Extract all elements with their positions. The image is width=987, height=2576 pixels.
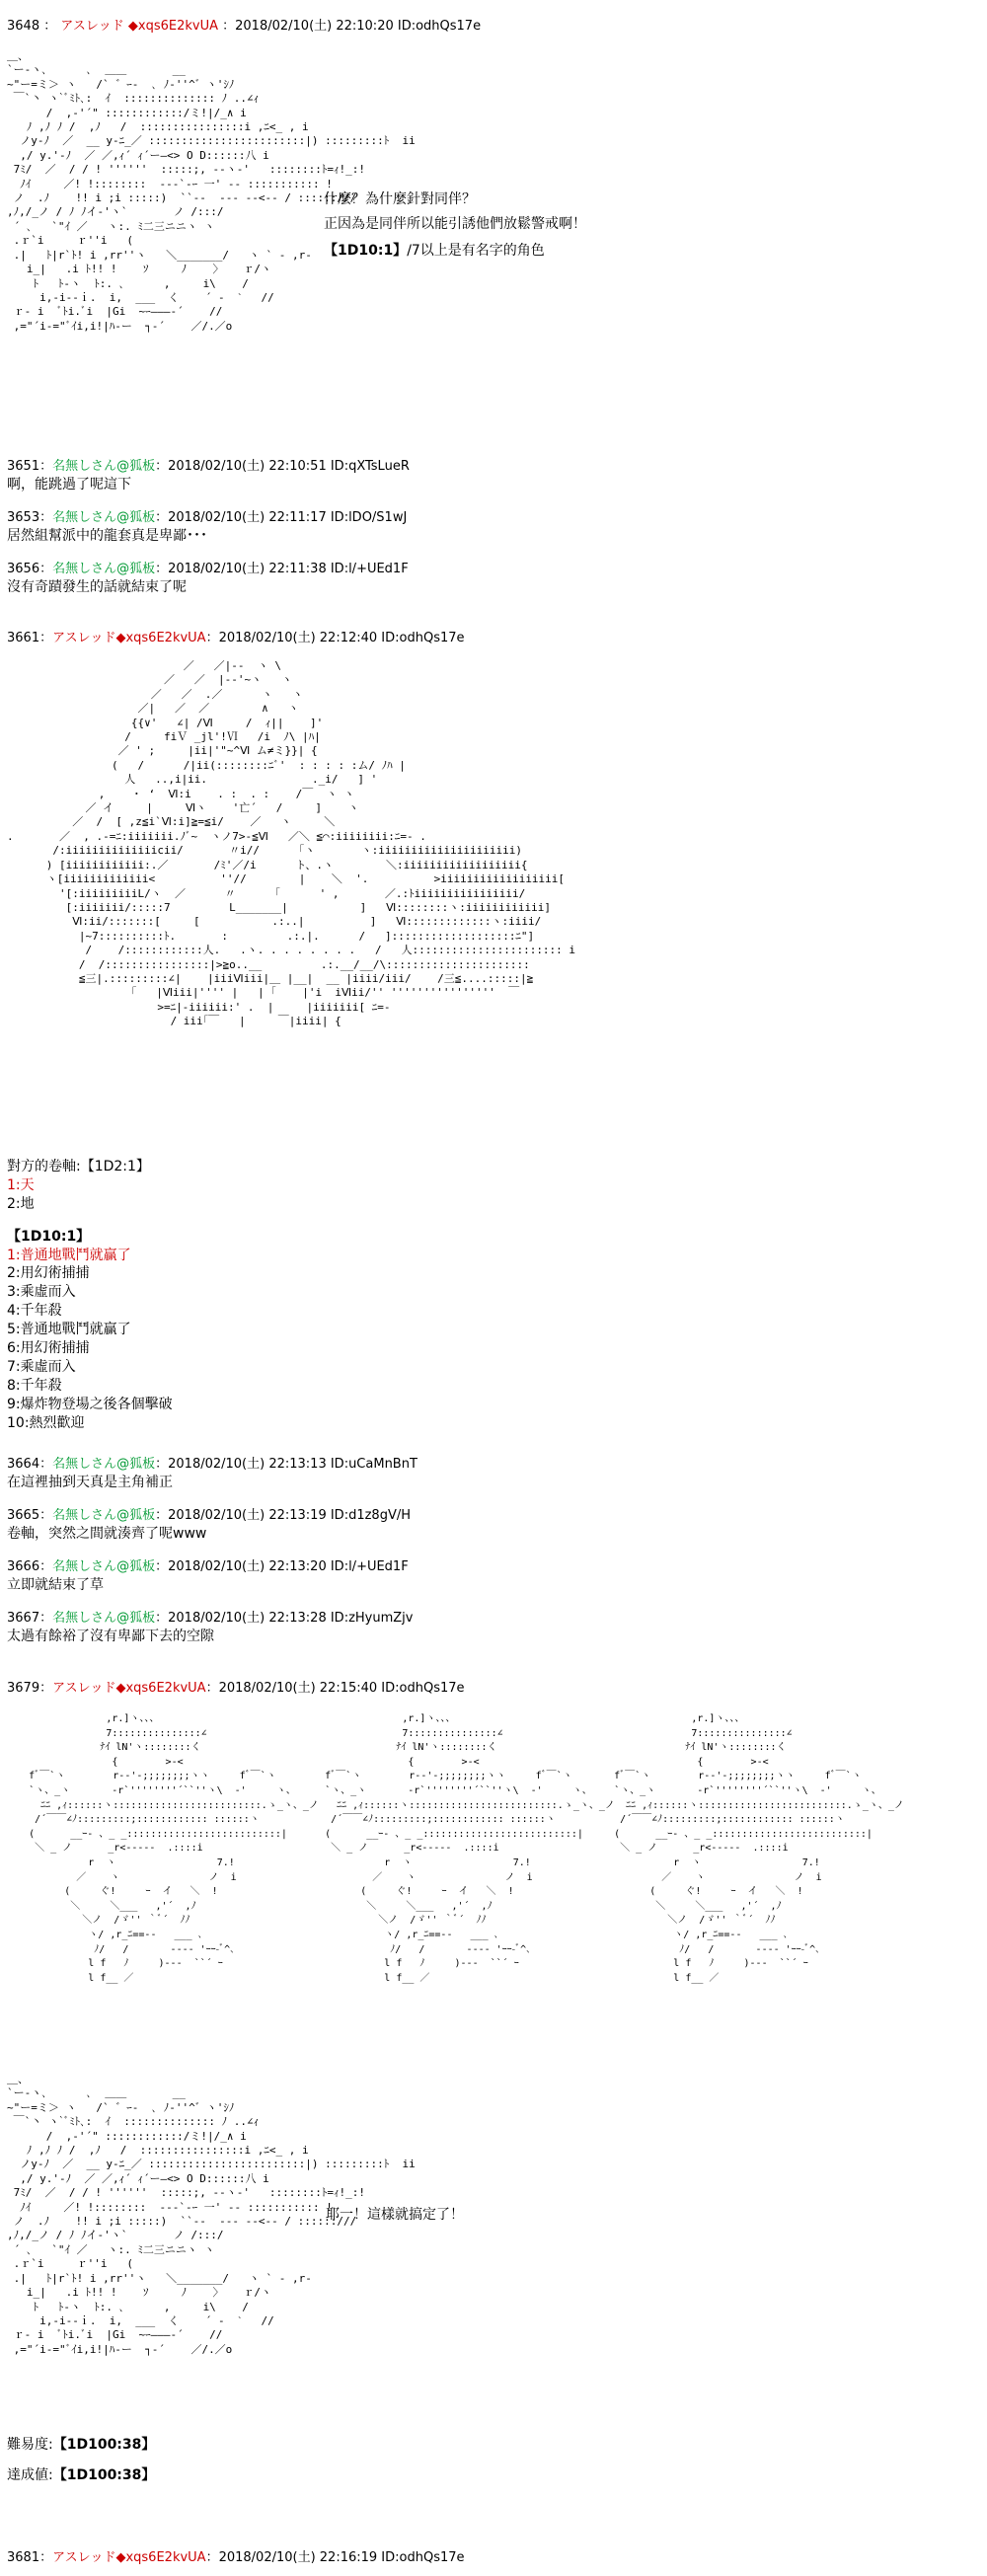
post-3661-body [7, 1158, 974, 1432]
poster-trip: ◆xqs6E2kvUA [115, 1681, 206, 1696]
post-header: 3648 ： アスレッド ◆xqs6E2kvUA ：2018/02/10(土) 22:10:20 ID:odhQs17e [7, 19, 482, 34]
poster-name[interactable]: 名無しさん@狐板 [52, 1611, 156, 1626]
post-date-id: ：2018/02/10(土) 22:13:28 ID:zHyumZjv [155, 1611, 414, 1626]
post-header: 3666：名無しさん@狐板：2018/02/10(土) 22:13:20 ID:l/+UEd1F [7, 1559, 409, 1574]
post-line: 啊，能跳過了呢這下 [7, 476, 131, 492]
post-3665 [7, 1507, 974, 1543]
post-line: 耶一！這樣就搞定了！ [326, 2207, 464, 2223]
post-number: 3656 [7, 562, 40, 576]
achievement-value: 【1D100:38】 [52, 2466, 156, 2483]
post-line: 立即就結束了草 [7, 1576, 104, 1593]
list-item: 10:熱烈歡迎 [7, 1414, 85, 1431]
ascii-art-character: ＿、 `ー-ヽ､ ､ ＿＿ __ ~"ー=ミ＞ ヽ /` ゛ｰ- ､ ﾉ‐''^゛ヽ'ｼﾉ ￣`丶 ヽ`ﾞﾐﾄ､: ｲ :::::::::::::: ﾉ ..∠ｨ / ,-'´" ::::::::::::/ミ!|/_∧ i ﾉ ,ﾉ ﾉ / ,ﾉ / ::::::::::::::::i ,ﾆ<_ , i ノy-ﾉ ／ __ y-ﾆ_／ ::::::::::::::::::::::::|) :::::::::ﾄ ii ,/ y.'-ﾉ ／ ／,ｨ´ ｨ´ー―<> O D::::::八 i 7ﾐ/ ／ / / ! '''''' :::::;, -‐ヽ-' ::::::::ﾄ=ｨ!_:! ﾉｲ ／! !:::::::: -‐‐`-ｰ 一' ‐‐ ::::::::::: ! ノ .ﾉ !! i ;i :::::) ``‐‐ ‐-‐ -‐<-‐ / ::::::/// ,ﾉ,/_ノ / ﾉ ﾉイ-'ヽ` ノ /:::/ ´ ､ `"ｲ ／ ヽ:. ﾐ二三ニニヽ ヽ .ｒ`i ｒ''i ( .| ﾄ|r`ﾄ! i ,rr''ヽ ＼_______/ ヽ ` - ,r- i_| .i ﾄ!! ! ｿ ﾉ 〉 ｒ/ヽ ﾄ ﾄ‐ヽ ﾄ:. ､ , i\ / i,-i--ｉ. i, ___ く ´ - ˋ // ｒ- i ﾞﾄi.ﾞi |Gi ~ｰ―――‐´ // ,="´i-="ﾞｲi,i!|ﾊ-ー ┐-´ ／/.／o [7, 2073, 416, 2356]
post-number: 3661 [7, 631, 40, 645]
roll-heading: 對方的卷軸:【1D2:1】 [7, 1159, 150, 1174]
poster-name[interactable]: アスレッド [60, 19, 124, 34]
post-3653 [7, 509, 974, 545]
post-3666 [7, 1558, 974, 1594]
post-number: 3651 [7, 459, 40, 474]
list-item: 2:地 [7, 1195, 35, 1212]
post-date-id: ：2018/02/10(土) 22:10:51 ID:qXTsLueR [155, 459, 410, 474]
post-3656 [7, 561, 974, 596]
post-date-id: ：2018/02/10(土) 22:13:19 ID:d1z8gV/H [155, 1508, 411, 1523]
post-date-id: ：2018/02/10(土) 22:11:17 ID:lDO/S1wJ [155, 510, 408, 525]
post-header: 3679：アスレッド◆xqs6E2kvUA：2018/02/10(土) 22:15:40 ID:odhQs17e [7, 1681, 465, 1696]
list-item: 3:乘虛而入 [7, 1284, 76, 1301]
difficulty-line [7, 2436, 974, 2455]
post-3648-body [324, 190, 955, 261]
ascii-art-clone-2: ,r.]ヽ、、、 7:::::::::::::::∠ ﾅｲ lN'ヽ::::::::く { >-< fﾞ￣`ヽ r‐-'‐;;;;;;;;ヽヽ fﾞ￣`ヽ `ヽ、_ヽ ‐r`''''''''´``''ヽ\ ‐' ヽ、 ﾆﾆ ,ｨ::::::ヽ:::::::::::::::::::::::::.ゝ_ヽ、_ノ /´￣￣∠ﾉ:::::::::;:::::::::::: ::::::ヽ ( __ｰ- 、_ _::::::::::::::::::::::::::| ＼ _ ノ _r<‐‐‐‐‐ .::::i r ヽ 7.! ／ ヽ ノ i ( ぐ! ｰ イ ＼ ! ＼ ＼___ ,'´ ,ﾉ ＼ノ /ゞ'' ｀ﾞ´ ﾉﾉ ヽ/ ,r_ﾆ==‐- ___ ､ ﾉ/ / ‐‐‐‐ 'ｰｰ-ﾞ^､ l f ﾉ )‐‐‐ ``´ ｰ l f__ ／ [325, 1713, 615, 1984]
post-line: 太過有餘裕了沒有卑鄙下去的空隙 [7, 1628, 214, 1644]
dice-line [324, 242, 955, 261]
list-item: 4:千年殺 [7, 1303, 62, 1320]
post-header: 3681：アスレッド◆xqs6E2kvUA：2018/02/10(土) 22:16:19 ID:odhQs17e [7, 2550, 465, 2565]
post-number: 3681 [7, 2550, 40, 2565]
dice-note: /7以上是有名字的角色 [407, 242, 545, 259]
post-date-id: ：2018/02/10(土) 22:11:38 ID:l/+UEd1F [155, 562, 409, 576]
post-number: 3648 [7, 19, 40, 34]
post-3679-speech [326, 2206, 918, 2225]
post-header: 3651：名無しさん@狐板：2018/02/10(土) 22:10:51 ID:qXTsLueR [7, 459, 410, 474]
list-item: 7:乘虛而入 [7, 1358, 76, 1375]
post-3679-rolls [7, 2436, 974, 2485]
poster-trip: ◆xqs6E2kvUA [115, 631, 206, 645]
post-line: 沒有奇蹟發生的話就結束了呢 [7, 578, 187, 595]
achievement-line [7, 2466, 974, 2485]
poster-name[interactable]: 名無しさん@狐板 [52, 1508, 156, 1523]
post-number: 3679 [7, 1681, 40, 1696]
ascii-art-clone-3: ,r.]ヽ、、、 7:::::::::::::::∠ ﾅｲ lN'ヽ::::::::く { >-< fﾞ￣`ヽ r‐-'‐;;;;;;;;ヽヽ fﾞ￣`ヽ `ヽ、_ヽ ‐r`''''''''´``''ヽ\ ‐' ヽ、 ﾆﾆ ,ｨ::::::ヽ:::::::::::::::::::::::::.ゝ_ヽ、_ノ /´￣￣∠ﾉ:::::::::;:::::::::::: ::::::ヽ ( __ｰ- 、_ _::::::::::::::::::::::::::| ＼ _ ノ _r<‐‐‐‐‐ .::::i r ヽ 7.! ／ ヽ ノ i ( ぐ! ｰ イ ＼ ! ＼ ＼___ ,'´ ,ﾉ ＼ノ /ゞ'' ｀ﾞ´ ﾉﾉ ヽ/ ,r_ﾆ==‐- ___ ､ ﾉ/ / ‐‐‐‐ 'ｰｰ-ﾞ^､ l f ﾉ )‐‐‐ ``´ ｰ l f__ ／ [614, 1713, 904, 1984]
list-item: 1:普通地戰鬥就贏了 [7, 1247, 131, 1263]
list-item: 8:千年殺 [7, 1377, 62, 1394]
ascii-art-character: ＿、 `ー-ヽ､ ､ ＿＿ __ ~"ー=ミ＞ ヽ /` ゛ｰ- ､ ﾉ‐''^゛ヽ'ｼﾉ ￣`丶 ヽ`ﾞﾐﾄ､: ｲ :::::::::::::: ﾉ ..∠ｨ / ,-'´" ::::::::::::/ミ!|/_∧ i ﾉ ,ﾉ ﾉ / ,ﾉ / ::::::::::::::::i ,ﾆ<_ , i ノy-ﾉ ／ __ y-ﾆ_／ ::::::::::::::::::::::::|) :::::::::ﾄ ii ,/ y.'-ﾉ ／ ／,ｨ´ ｨ´ー―<> O D::::::八 i 7ﾐ/ ／ / / ! '''''' :::::;, -‐ヽ-' ::::::::ﾄ=ｨ!_:! ﾉｲ ／! !:::::::: -‐‐`-ｰ 一' ‐‐ ::::::::::: ! ノ .ﾉ !! i ;i :::::) ``‐‐ ‐-‐ -‐<-‐ / ::::::/// ,ﾉ,/_ノ / ﾉ ﾉイ-'ヽ` ノ /:::/ ´ ､ `"ｲ ／ ヽ:. ﾐ二三ニニヽ ヽ .ｒ`i ｒ''i ( .| ﾄ|r`ﾄ! i ,rr''ヽ ＼_______/ ヽ ` - ,r- i_| .i ﾄ!! ! ｿ ﾉ 〉 ｒ/ヽ ﾄ ﾄ‐ヽ ﾄ:. ､ , i\ / i,-i--ｉ. i, ___ く ´ - ˋ // ｒ- i ﾞﾄi.ﾞi |Gi ~ｰ―――‐´ // ,="´i-="ﾞｲi,i!|ﾊ-ー ┐-´ ／/.／o [7, 49, 416, 333]
poster-trip: ◆xqs6E2kvUA [127, 19, 218, 34]
option-list [7, 1176, 974, 1214]
post-3664 [7, 1456, 974, 1491]
poster-name[interactable]: 名無しさん@狐板 [52, 459, 156, 474]
poster-name[interactable]: 名無しさん@狐板 [52, 1457, 156, 1472]
list-item: 5:普通地戰鬥就贏了 [7, 1322, 131, 1338]
dice-result: 【1D10:1】 [7, 1228, 91, 1245]
post-line: 居然組幫派中的龍套真是卑鄙･･･ [7, 527, 207, 544]
post-line: 在這裡抽到天真是主角補正 [7, 1474, 173, 1490]
poster-name[interactable]: 名無しさん@狐板 [52, 1559, 156, 1574]
poster-name[interactable]: 名無しさん@狐板 [52, 562, 156, 576]
ascii-art-clone-1: ,r.]ヽ、、、 7:::::::::::::::∠ ﾅｲ lN'ヽ::::::::く { >-< fﾞ￣`ヽ r‐-'‐;;;;;;;;ヽヽ fﾞ￣`ヽ `ヽ、_ヽ ‐r`''''''''´``''ヽ\ ‐' ヽ、 ﾆﾆ ,ｨ::::::ヽ:::::::::::::::::::::::::.ゝ_ヽ、_ノ /´￣￣∠ﾉ:::::::::;:::::::::::: ::::::ヽ ( __ｰ- 、_ _::::::::::::::::::::::::::| ＼ _ ノ _r<‐‐‐‐‐ .::::i r ヽ 7.! ／ ヽ ノ i ( ぐ! ｰ イ ＼ ! ＼ ＼___ ,'´ ,ﾉ ＼ノ /ゞ'' ｀ﾞ´ ﾉﾉ ヽ/ ,r_ﾆ==‐- ___ ､ ﾉ/ / ‐‐‐‐ 'ｰｰ-ﾞ^､ l f ﾉ )‐‐‐ ``´ ｰ l f__ ／ [29, 1713, 319, 1984]
post-line: 什麼？為什麼針對同伴？ [324, 191, 476, 207]
dice-result: 【1D10:1】 [324, 242, 408, 259]
difficulty-value: 【1D100:38】 [52, 2437, 156, 2453]
post-date-id: ：2018/02/10(土) 22:12:40 ID:odhQs17e [205, 631, 465, 645]
option-list [7, 1247, 974, 1433]
post-number: 3653 [7, 510, 40, 525]
list-item: 1:天 [7, 1176, 35, 1193]
post-date-id: ：2018/02/10(土) 22:13:20 ID:l/+UEd1F [155, 1559, 409, 1574]
post-header: 3656：名無しさん@狐板：2018/02/10(土) 22:11:38 ID:l/+UEd1F [7, 562, 409, 576]
post-3667 [7, 1610, 974, 1645]
post-number: 3665 [7, 1508, 40, 1523]
post-number: 3666 [7, 1559, 40, 1574]
poster-trip: ◆xqs6E2kvUA [115, 2550, 206, 2565]
achievement-label: 達成値: [7, 2466, 53, 2483]
poster-name[interactable]: アスレッド [52, 631, 116, 645]
post-date-id: ：2018/02/10(土) 22:15:40 ID:odhQs17e [205, 1681, 465, 1696]
post-line: 卷軸，突然之間就湊齊了呢www [7, 1525, 207, 1542]
post-header: 3667：名無しさん@狐板：2018/02/10(土) 22:13:28 ID:zHyumZjv [7, 1611, 414, 1626]
post-header: 3665：名無しさん@狐板：2018/02/10(土) 22:13:19 ID:d1z8gV/H [7, 1508, 411, 1523]
post-date-id: ：2018/02/10(土) 22:16:19 ID:odhQs17e [205, 2550, 465, 2565]
post-3651 [7, 458, 974, 493]
list-item: 6:用幻術捕捕 [7, 1340, 90, 1357]
post-header: 3661：アスレッド◆xqs6E2kvUA：2018/02/10(土) 22:12:40 ID:odhQs17e [7, 631, 465, 645]
ascii-art-character: ／ ／|‐‐ ヽ \ ／ ／ |‐‐'~ヽ ヽ ／ ／ .／ ヽ ヽ ／| ／ ／ ∧ ヽ {{∨' ∠| /Ⅵ / ｨ|| ]' / fiＶ _jl'!Ⅵ /i ﾉ\ |ﾊ| ／ ' ; |ii|'"~^Ⅵ ム≠ミ}}| { ( / /|ii(::::::::ﾆﾞ' : : : : :ム/ ﾉﾊ | 人 ..,i|ii. ._i/ ] ' , ・ ‘ Ⅵ:i . : . : /￣ ヽ ヽ ／ イ | Ⅵヽ '亡´ / ] ヽ ／ / [ ,z≦i`Ⅵ:i]≧=≦i/ ／ ヽ ＼ . ／ , .-=ﾆ:iiiiiii.ﾉﾞ~ ヽノ7>-≦Ⅵ ／＼ ≦⌒:iiiiiiii:ﾆ=- . /:iiiiiiiiiiiiiicii/ 〃i// ｢ヽ ヽ:iiiiiiiiiiiiiiiiiiiii) ) [iiiiiiiiiiii:.／ /ﾐ'／/i ト、.ヽ ＼:iiiiiiiiiiiiiiiiii{ ヽ[iiiiiiiiiiiii< ''// | ＼ '. >iiiiiiiiiiiiiiiiii[ '[:iiiiiiiiiL/ヽ ／ 〃 ｢ ' , ／.:ﾄiiiiiiiiiiiiiiii/ [:iiiiiii/:::::7 L_______| ] Ⅵ::::::::ヽ:iiiiiiiiiiii] Ⅵ:ii/:::::::[ [ .:..| ] Ⅵ:::::::::::::ヽ:iiii/ |~7::::::::::ﾄ. : .:.|. / ]:::::::::::::::::::ﾆ"] / /::::::::::::人. .ヽ. . . . . . . . / 人::::::::::::::::::::::: i / /::::::::::::::::|>≧o..__ .:.__/__/\:::::::::::::::::::::: ≦三|.:::::::::∠| |iiiⅥiii|＿ |__| __ |iiii/iii/ /三≦....:::::|≧ ｢ |Ⅵiii|'''' | | ｢ |'i iⅥii/'' '''''''''''''''' ￣ >=ﾆ|-iiiiii:' . | |iiiiiii[ ﾆ=- / iii｢￣ | ￣|iiii| { [7, 659, 576, 1028]
post-header: 3653：名無しさん@狐板：2018/02/10(土) 22:11:17 ID:lDO/S1wJ [7, 510, 408, 525]
post-3679 [7, 1680, 974, 1698]
post-number: 3667 [7, 1611, 40, 1626]
post-3661 [7, 630, 974, 647]
post-date-id: ：2018/02/10(土) 22:10:20 ID:odhQs17e [222, 19, 482, 34]
poster-name[interactable]: 名無しさん@狐板 [52, 510, 156, 525]
list-item: 2:用幻術捕捕 [7, 1265, 90, 1282]
poster-name[interactable]: アスレッド [52, 2550, 116, 2565]
post-3648 [7, 18, 974, 36]
post-header: 3664：名無しさん@狐板：2018/02/10(土) 22:13:13 ID:uCaMnBnT [7, 1457, 418, 1472]
poster-name[interactable]: アスレッド [52, 1681, 116, 1696]
post-number: 3664 [7, 1457, 40, 1472]
list-item: 9:爆炸物登場之後各個擊破 [7, 1396, 173, 1412]
post-3681 [7, 2549, 974, 2567]
post-line: 正因為是同伴所以能引誘他們放鬆警戒啊！ [324, 215, 586, 232]
difficulty-label: 難易度: [7, 2437, 53, 2453]
post-date-id: ：2018/02/10(土) 22:13:13 ID:uCaMnBnT [155, 1457, 418, 1472]
